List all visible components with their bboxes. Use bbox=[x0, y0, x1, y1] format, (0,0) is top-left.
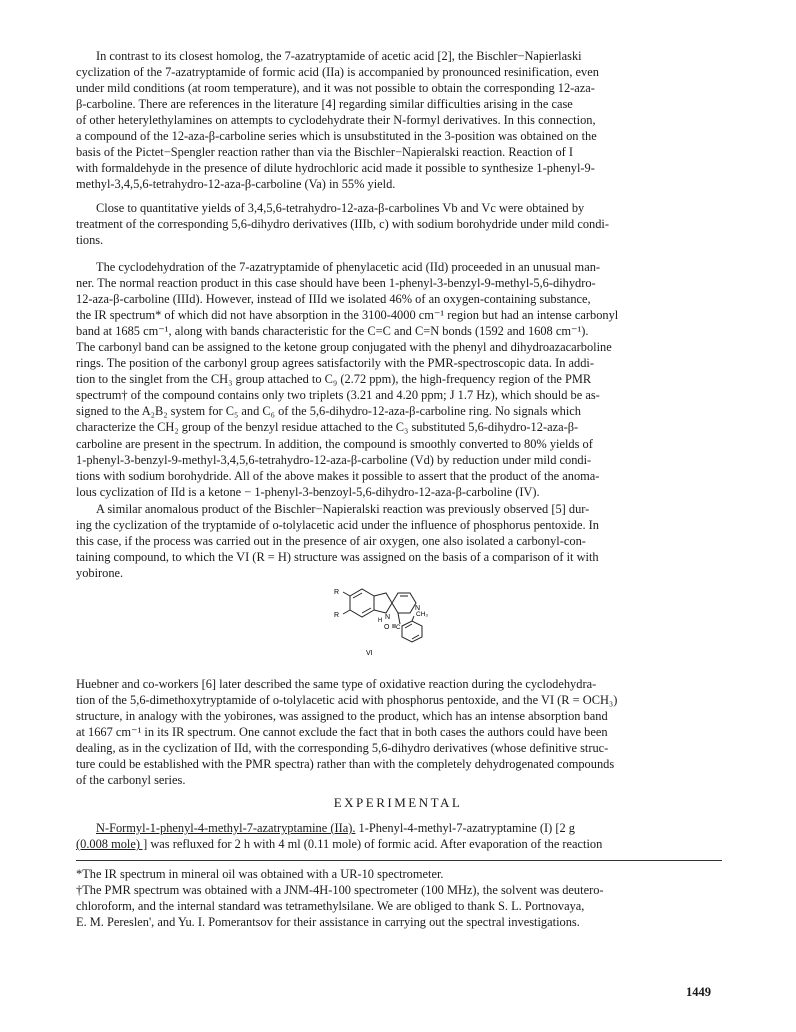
experimental-line bbox=[76, 820, 722, 836]
paragraph-line: basis of the Pictet−Spengler reaction rather than via the Bischler−Napieralski reaction. Reaction of I bbox=[76, 145, 574, 160]
paragraph-line: the IR spectrum* of which did not have absorption in the 3100-4000 cm⁻¹ region but had an intense carbonyl bbox=[76, 308, 619, 323]
experimental-line1-text: 1-Phenyl-4-methyl-7-azatryptamine (I) [2 g bbox=[355, 821, 575, 835]
paragraph-4 bbox=[76, 501, 722, 581]
h-label: H bbox=[378, 618, 383, 624]
carbonyl-o-label: O bbox=[384, 624, 390, 631]
paragraph-line: tion of the 5,6-dimethoxytryptamide of o-tolylacetic acid with phosphorus pentoxide, and the VI (R = OCH₃) bbox=[76, 693, 618, 708]
paragraph-line: cyclization of the 7-azatryptamide of formic acid (IIa) is accompanied by pronounced resinification, even bbox=[76, 65, 599, 80]
experimental-compound-title: N-Formyl-1-phenyl-4-methyl-7-azatryptamine (IIa). bbox=[96, 821, 356, 835]
paragraph-line: rings. The position of the carbonyl group agrees satisfactorily with the PMR-spectroscopic data. In addi- bbox=[76, 356, 594, 371]
paragraph-line: under mild conditions (at room temperature), and it was not possible to obtain the corresponding 12-aza- bbox=[76, 81, 595, 96]
paragraph-line: β-carboline. There are references in the literature [4] regarding similar difficulties arising in the case bbox=[76, 97, 573, 112]
experimental-line2-text: was refluxed for 2 h with 4 ml (0.11 mole) of formic acid. After evaporation of the reaction bbox=[147, 837, 603, 852]
paragraph-line: tion to the singlet from the CH₃ group attached to C₉ (2.72 ppm), the high-frequency region of the PMR bbox=[76, 372, 592, 387]
nh-label: N bbox=[385, 614, 391, 621]
footnote-pmr-line: E. M. Pereslen', and Yu. I. Pomerantsov for their assistance in carrying out the spectral investigations. bbox=[76, 915, 580, 930]
paragraph-line: 1-phenyl-3-benzyl-9-methyl-3,4,5,6-tetrahydro-12-aza-β-carboline (Vd) by reduction under mild condi- bbox=[76, 452, 592, 467]
ring-n-label: N bbox=[415, 605, 421, 612]
footnote-pmr-line: chloroform, and the internal standard was tetramethylsilane. We are obliged to thank S. L. Portnovaya, bbox=[76, 899, 585, 914]
structure-vi-diagram bbox=[330, 584, 470, 658]
paragraph-line: of other heterylethylamines on attempts to cyclodehydrate their N-formyl derivatives. In this connection, bbox=[76, 113, 596, 128]
footnotes bbox=[76, 866, 722, 930]
paragraph-line: ner. The normal reaction product in this case should have been 1-phenyl-3-benzyl-9-methyl-5,6-dihydro- bbox=[76, 276, 596, 291]
experimental-paragraph bbox=[76, 820, 722, 852]
paragraph-2 bbox=[76, 200, 722, 248]
paragraph-line: lous cyclization of IId is a ketone − 1-phenyl-3-benzoyl-5,6-dihydro-12-aza-β-carboline (IV). bbox=[76, 484, 540, 499]
compound-label-vi: VI bbox=[366, 650, 373, 657]
r-top-label: R bbox=[334, 589, 340, 596]
paragraph-line: of the carbonyl series. bbox=[76, 773, 186, 788]
paragraph-line: spectrum† of the compound contains only two triplets (3.21 and 4.20 ppm; J 1.7 Hz), which should be as- bbox=[76, 388, 600, 403]
experimental-amount: (0.008 mole) ] bbox=[76, 837, 148, 852]
paragraph-line: ture could be established with the PMR spectra) rather than with the completely dehydrogenated compounds bbox=[76, 757, 615, 772]
ch3-label: CH₃ bbox=[416, 611, 429, 618]
paragraph-line: methyl-3,4,5,6-tetrahydro-12-aza-β-carboline (Va) in 55% yield. bbox=[76, 177, 396, 192]
paragraph-line: a compound of the 12-aza-β-carboline series which is unsubstituted in the 3-position was obtained on the bbox=[76, 129, 597, 144]
experimental-line bbox=[76, 836, 722, 852]
paragraph-line: treatment of the corresponding 5,6-dihydro derivatives (IIIb, c) with sodium borohydride under mild condi- bbox=[76, 217, 610, 232]
paragraph-line: at 1667 cm⁻¹ in its IR spectrum. One cannot exclude the fact that in both cases the authors could have been bbox=[76, 725, 608, 740]
paragraph-line: Huebner and co-workers [6] later described the same type of oxidative reaction during the cyclodehydra- bbox=[76, 677, 597, 691]
paragraph-1 bbox=[76, 48, 722, 192]
paragraph-line: ing the cyclization of the tryptamide of o-tolylacetic acid under the influence of phosphorus pentoxide. In bbox=[76, 518, 599, 533]
paragraph-line: characterize the CH₂ group of the benzyl residue attached to the C₃ substituted 5,6-dihydro-12-aza-β- bbox=[76, 420, 579, 435]
paragraph-line: The carbonyl band can be assigned to the ketone group conjugated with the phenyl and dihydroazacarboline bbox=[76, 340, 612, 355]
paragraph-line: tions with sodium borohydride. All of the above makes it possible to assert that the product of the anoma- bbox=[76, 468, 600, 483]
section-heading-experimental: EXPERIMENTAL bbox=[333, 795, 463, 810]
paragraph-line: A similar anomalous product of the Bischler−Napieralski reaction was previously observed [5] dur- bbox=[96, 502, 590, 516]
paragraph-line: Close to quantitative yields of 3,4,5,6-tetrahydro-12-aza-β-carbolines Vb and Vc were obtained by bbox=[96, 201, 585, 215]
paragraph-line: yobirone. bbox=[76, 566, 124, 581]
footnote-ir: *The IR spectrum in mineral oil was obtained with a UR-10 spectrometer. bbox=[76, 867, 444, 881]
paragraph-3 bbox=[76, 259, 722, 500]
paragraph-5 bbox=[76, 676, 722, 788]
footnote-pmr-line: †The PMR spectrum was obtained with a JNM-4H-100 spectrometer (100 MHz), the solvent was deutero- bbox=[76, 883, 604, 898]
paragraph-line: The cyclodehydration of the 7-azatryptamide of phenylacetic acid (IId) proceeded in an unusual man- bbox=[96, 260, 601, 274]
r-bottom-label: R bbox=[334, 612, 340, 619]
carbonyl-c-label: C bbox=[396, 625, 401, 631]
paragraph-line: tions. bbox=[76, 233, 104, 248]
paragraph-line: signed to the A₂B₂ system for C₅ and C₆ of the 5,6-dihydro-12-aza-β-carboline ring. No signals which bbox=[76, 404, 581, 419]
page-number: 1449 bbox=[686, 985, 711, 999]
paragraph-line: this case, if the process was carried out in the presence of air oxygen, one also isolated a carbonyl-con- bbox=[76, 534, 586, 549]
paragraph-line: dealing, as in the cyclization of IId, with the corresponding 5,6-dihydro derivatives (whose definitive struc- bbox=[76, 741, 609, 756]
paragraph-line: 12-aza-β-carboline (IIId). However, instead of IIId we isolated 46% of an oxygen-containing substance, bbox=[76, 292, 591, 307]
paragraph-line: In contrast to its closest homolog, the 7-azatryptamide of acetic acid [2], the Bischler−Napierlaski bbox=[96, 49, 582, 63]
paragraph-line: taining compound, to which the VI (R = H) structure was assigned on the basis of a comparison of it with bbox=[76, 550, 599, 565]
footnote-divider bbox=[76, 860, 722, 861]
paragraph-line: band at 1685 cm⁻¹, along with bands characteristic for the C=C and C=N bonds (1592 and 1608 cm⁻¹). bbox=[76, 324, 589, 339]
paragraph-line: structure, in analogy with the yobirones, was assigned to the product, which has an intense absorption band bbox=[76, 709, 608, 724]
paragraph-line: with formaldehyde in the presence of dilute hydrochloric acid made it possible to synthesize 1-phenyl-9- bbox=[76, 161, 595, 176]
paragraph-line: carboline are present in the spectrum. In addition, the compound is smoothly converted to 80% yields of bbox=[76, 436, 593, 451]
